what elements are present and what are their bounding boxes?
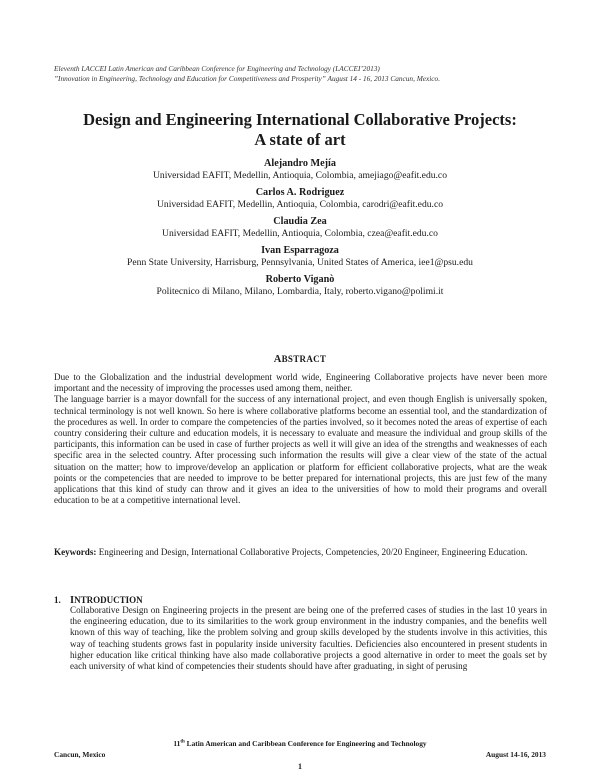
abstract-paragraph-2: The language barrier is a mayor downfall for the success of any international project, and even though English is universally spoken, technical terminology is not well known. So here is where collaborative platforms become an essential tool, and the standardization of the procedures as well. In order to compare the competencies of the parties involved, so it becomes noted the areas of expertise of each country considering their culture and education models, it is necessary to evaluate and measure the individual and group skills of the participants, this information can be used in case of further projects as well it will give an idea of the strengths and weaknesses of each specific area in the selected country. After processing such information the results will give a clear view of the state of the actual situation on the matter; how to improve/develop an application or platform for efficient collaborative projects, what are the weak points or the competencies that are needed to improve to be better prepared for international projects, this are just few of the many applications that this kind of study can throw and it gives an idea to the universities of how to mold their programs and overall education to be at a competitive international level. xyxy=(54,394,547,506)
paper-title xyxy=(40,110,560,150)
footer-ordinal-suffix: th xyxy=(180,739,185,745)
abstract-heading xyxy=(0,354,600,365)
abstract-heading-rest: BSTRACT xyxy=(281,354,327,364)
author-affiliation: Universidad EAFIT, Medellin, Antioquia, Colombia, czea@eafit.edu.co xyxy=(162,228,438,239)
running-header xyxy=(54,64,554,83)
abstract-heading-initial: A xyxy=(273,354,282,365)
author-affiliation: Universidad EAFIT, Medellin, Antioquia, Colombia, carodri@eafit.edu.co xyxy=(156,199,443,210)
author-name: Ivan Esparragoza xyxy=(261,245,339,256)
footer-conference-name: Latin American and Caribbean Conference for Engineering and Technology xyxy=(184,739,427,748)
section-number: 1. xyxy=(54,595,61,605)
running-header-line-2: ”Innovation in Engineering, Technology and Education for Competitiveness and Prosperity” August 14 - 16, 2013 Cancun, Mexico. xyxy=(54,73,441,83)
author-affiliation: Politecnico di Milano, Milano, Lombardia, Italy, roberto.vigano@polimi.it xyxy=(156,286,444,297)
abstract-paragraph-1: Due to the Globalization and the industrial development world wide, Engineering Collaborative projects have never been more important and the necessity of improving the processes used among them, neither. xyxy=(54,372,547,394)
section-heading-rest: NTRODUCTION xyxy=(74,595,143,605)
author-affiliation: Universidad EAFIT, Medellin, Antioquia, Colombia, amejiago@eafit.edu.co xyxy=(152,170,447,181)
footer-location: Cancun, Mexico xyxy=(54,750,106,759)
introduction-text: Collaborative Design on Engineering projects in the present are being one of the preferred cases of studies in the last 10 years in the engineering education, due to its similarities to the work group environment in the industry companies, and the benefits well known of this way of teaching, like the problem solving and group skills developed by the students involve in this activities, this way of teaching students grows fast in popularity inside university faculties. Deficiencies also encountered in present students in higher education like critical thinking have also made collaborative projects a good alternative in order to meet the goals set by each university of what kind of competencies their students should have after graduating, in sight of perusing xyxy=(70,605,547,672)
footer-conference xyxy=(0,739,600,748)
page-number: 1 xyxy=(298,762,302,771)
keywords xyxy=(54,547,547,558)
author-name: Alejandro Mejía xyxy=(264,158,336,169)
footer-dates: August 14-16, 2013 xyxy=(485,750,546,759)
author-list xyxy=(40,158,560,298)
author-name: Carlos A. Rodriguez xyxy=(255,187,345,198)
footer-ordinal: 11 xyxy=(173,739,181,748)
paper-title-line-2: A state of art xyxy=(254,130,346,149)
abstract-body xyxy=(54,372,547,506)
keywords-text: Engineering and Design, International Collaborative Projects, Competencies, 20/20 Engineer, Engineering Education. xyxy=(98,547,528,557)
section-heading-initial: I xyxy=(70,595,75,606)
author-name: Roberto Viganò xyxy=(265,274,335,285)
keywords-label: Keywords: xyxy=(54,547,97,557)
running-header-line-1: Eleventh LACCEI Latin American and Caribbean Conference for Engineering and Technology (LACCEI’2013) xyxy=(54,64,380,73)
author-name: Claudia Zea xyxy=(273,216,327,227)
author-affiliation: Penn State University, Harrisburg, Pennsylvania, United States of America, iee1@psu.edu xyxy=(127,257,473,268)
paper-title-line-1: Design and Engineering International Collaborative Projects: xyxy=(83,110,517,129)
